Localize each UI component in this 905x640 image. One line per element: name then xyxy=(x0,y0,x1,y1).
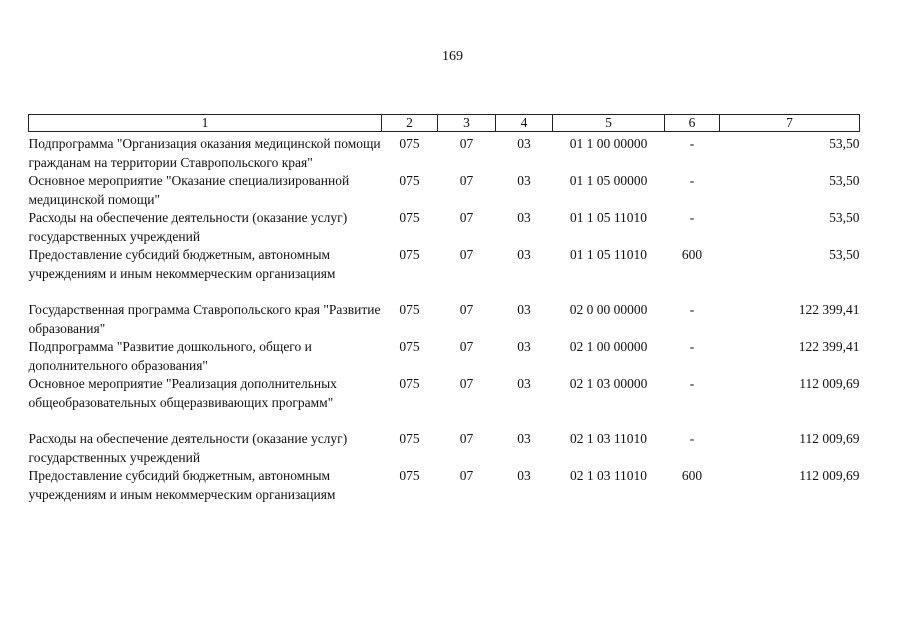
row-sum: 53,50 xyxy=(829,247,860,262)
row-ved: 075 xyxy=(399,302,420,317)
row-rz: 07 xyxy=(459,173,474,188)
row-sum: 112 009,69 xyxy=(799,431,860,446)
row-csr: 01 1 05 00000 xyxy=(569,173,648,188)
table-row xyxy=(29,467,860,504)
row-sum: 112 009,69 xyxy=(799,468,860,483)
row-ved: 075 xyxy=(399,376,420,391)
row-csr: 01 1 00 00000 xyxy=(569,136,648,151)
row-name: Подпрограмма "Развитие дошкольного, общего и дополнительного образования" xyxy=(28,339,312,373)
row-sum: 112 009,69 xyxy=(799,376,860,391)
table-row xyxy=(29,209,860,246)
row-rz: 07 xyxy=(459,431,474,446)
row-pr: 03 xyxy=(517,376,531,391)
row-rz: 07 xyxy=(459,376,474,391)
page-number: 169 xyxy=(442,49,463,64)
table-row xyxy=(29,172,860,209)
table-row xyxy=(29,375,860,412)
budget-table xyxy=(28,114,860,504)
table-row xyxy=(29,132,860,173)
row-ved: 075 xyxy=(399,339,420,354)
row-vr: 600 xyxy=(681,468,703,483)
row-ved: 075 xyxy=(399,173,420,188)
row-csr: 02 1 03 11010 xyxy=(569,431,648,446)
row-sum: 53,50 xyxy=(829,136,860,151)
row-pr: 03 xyxy=(517,136,531,151)
row-name: Государственная программа Ставропольского края "Развитие образования" xyxy=(28,302,381,336)
row-vr: - xyxy=(689,210,695,225)
row-name: Основное мероприятие "Реализация дополнительных общеобразовательных общеразвивающих программ" xyxy=(28,376,337,410)
row-ved: 075 xyxy=(399,247,420,262)
row-pr: 03 xyxy=(517,302,531,317)
spacer-row xyxy=(29,283,860,301)
row-csr: 02 0 00 00000 xyxy=(569,302,648,317)
column-header-1: 1 xyxy=(29,115,382,132)
row-sum: 53,50 xyxy=(829,210,860,225)
row-rz: 07 xyxy=(459,302,474,317)
row-ved: 075 xyxy=(399,431,420,446)
table-row xyxy=(29,301,860,338)
row-name: Основное мероприятие "Оказание специализированной медицинской помощи" xyxy=(28,173,350,207)
column-header-2: 2 xyxy=(382,115,438,132)
row-ved: 075 xyxy=(399,210,420,225)
row-csr: 01 1 05 11010 xyxy=(569,247,648,262)
row-name: Расходы на обеспечение деятельности (оказание услуг) государственных учреждений xyxy=(28,431,348,465)
row-ved: 075 xyxy=(399,136,420,151)
row-rz: 07 xyxy=(459,339,474,354)
row-rz: 07 xyxy=(459,468,474,483)
row-pr: 03 xyxy=(517,468,531,483)
column-header-4: 4 xyxy=(496,115,553,132)
spacer-cell xyxy=(29,412,860,430)
row-vr: - xyxy=(689,136,695,151)
row-ved: 075 xyxy=(399,468,420,483)
column-header-7: 7 xyxy=(720,115,860,132)
row-rz: 07 xyxy=(459,210,474,225)
column-header-3: 3 xyxy=(438,115,496,132)
row-rz: 07 xyxy=(459,136,474,151)
row-name: Расходы на обеспечение деятельности (оказание услуг) государственных учреждений xyxy=(28,210,348,244)
row-csr: 02 1 03 00000 xyxy=(569,376,648,391)
row-name: Подпрограмма "Организация оказания медицинской помощи гражданам на территории Ставропольского края" xyxy=(28,136,381,170)
row-pr: 03 xyxy=(517,210,531,225)
row-vr: - xyxy=(689,173,695,188)
row-pr: 03 xyxy=(517,247,531,262)
column-header-5: 5 xyxy=(553,115,665,132)
row-pr: 03 xyxy=(517,431,531,446)
row-csr: 02 1 03 11010 xyxy=(569,468,648,483)
table-header-row xyxy=(29,115,860,132)
row-vr: - xyxy=(689,302,695,317)
row-name: Предоставление субсидий бюджетным, автономным учреждениям и иным некоммерческим организациям xyxy=(28,468,336,502)
column-header-6: 6 xyxy=(665,115,720,132)
row-sum: 122 399,41 xyxy=(798,339,860,354)
row-sum: 122 399,41 xyxy=(798,302,860,317)
row-csr: 02 1 00 00000 xyxy=(569,339,648,354)
row-name: Предоставление субсидий бюджетным, автономным учреждениям и иным некоммерческим организациям xyxy=(28,247,336,281)
table-row xyxy=(29,430,860,467)
table-row xyxy=(29,246,860,283)
row-vr: - xyxy=(689,376,695,391)
row-sum: 53,50 xyxy=(829,173,860,188)
row-vr: - xyxy=(689,431,695,446)
table-row xyxy=(29,338,860,375)
row-vr: - xyxy=(689,339,695,354)
row-pr: 03 xyxy=(517,339,531,354)
row-vr: 600 xyxy=(681,247,703,262)
spacer-cell xyxy=(29,283,860,301)
row-csr: 01 1 05 11010 xyxy=(569,210,648,225)
spacer-row xyxy=(29,412,860,430)
row-rz: 07 xyxy=(459,247,474,262)
row-pr: 03 xyxy=(517,173,531,188)
